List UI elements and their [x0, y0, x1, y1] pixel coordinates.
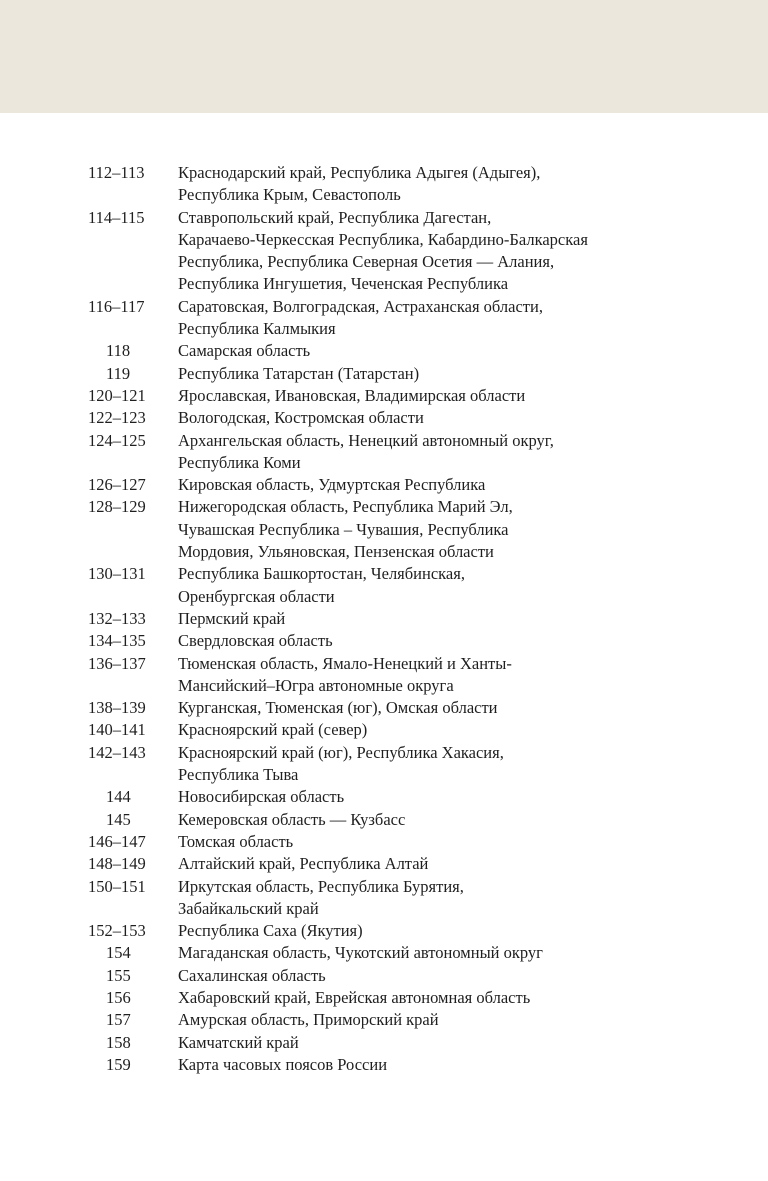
header-band: [0, 0, 768, 113]
page-range: 134–135: [88, 631, 146, 651]
toc-entry: [0, 987, 768, 1009]
region-title-line: Вологодская, Костромская области: [178, 408, 424, 428]
region-title: [178, 1009, 768, 1031]
region-title: [178, 608, 768, 630]
page-range: 112–113: [88, 163, 145, 182]
region-title: [178, 831, 768, 853]
region-title-line: Магаданская область, Чукотский автономный округ: [178, 943, 543, 963]
toc-entry: [0, 965, 768, 987]
region-title-line: Новосибирская область: [178, 787, 345, 807]
toc-entry: [0, 1032, 768, 1054]
region-title: [178, 719, 768, 741]
toc-entry: [0, 942, 768, 964]
region-title: [178, 987, 768, 1009]
page-range: 142–143: [88, 742, 146, 762]
region-title-line: Саратовская, Волгоградская, Астраханская области,: [178, 296, 543, 316]
page-range: 140–141: [88, 720, 146, 740]
toc-entry: [0, 363, 768, 385]
toc-entry: [0, 809, 768, 831]
region-title-line: Томская область: [178, 831, 294, 851]
region-title: [178, 853, 768, 875]
page-range: 152–153: [88, 921, 146, 941]
region-title-line: Хабаровский край, Еврейская автономная область: [178, 987, 531, 1007]
page-range: 148–149: [88, 854, 146, 874]
region-title: [178, 474, 768, 496]
page-range: 138–139: [88, 698, 146, 718]
toc-entry: [0, 162, 768, 207]
region-title-line: Ставропольский край, Республика Дагестан,: [178, 207, 492, 227]
region-title-line: Республика Ингушетия, Чеченская Республика: [178, 274, 509, 294]
region-title-line: Республика Саха (Якутия): [178, 921, 363, 941]
region-title: [178, 207, 768, 296]
page-range: 136–137: [88, 653, 146, 673]
region-title-line: Кировская область, Удмуртская Республика: [178, 475, 486, 495]
region-title-line: Кемеровская область — Кузбасс: [178, 809, 406, 829]
page-range: 132–133: [88, 608, 146, 628]
region-title-line: Мансийский–Югра автономные округа: [178, 675, 454, 695]
toc-entry: [0, 630, 768, 652]
region-title: [178, 920, 768, 942]
region-title: [178, 965, 768, 987]
page-range: 159: [106, 1054, 131, 1074]
region-title: [178, 942, 768, 964]
region-title-line: Нижегородская область, Республика Марий Эл,: [178, 497, 513, 517]
page-range: 146–147: [88, 831, 146, 851]
toc-entry: [0, 1009, 768, 1031]
page-range: 124–125: [88, 430, 146, 450]
region-title-line: Республика Татарстан (Татарстан): [178, 363, 420, 383]
toc-entry: [0, 742, 768, 787]
region-title-line: Карта часовых поясов России: [178, 1054, 388, 1074]
region-title-line: Республика Тыва: [178, 765, 299, 785]
region-title: [178, 876, 768, 921]
toc-entry: [0, 407, 768, 429]
page-range: 128–129: [88, 497, 146, 517]
region-title: [178, 742, 768, 787]
region-title: [178, 630, 768, 652]
toc-entry: [0, 653, 768, 698]
region-title-line: Чувашская Республика – Чувашия, Республика: [178, 519, 509, 539]
region-title: [178, 697, 768, 719]
toc-entry: [0, 920, 768, 942]
page-range: 120–121: [88, 385, 146, 405]
toc-entry: [0, 1054, 768, 1076]
table-of-contents: [0, 162, 768, 1076]
region-title: [178, 296, 768, 341]
page-range: 119: [106, 363, 131, 383]
region-title-line: Красноярский край (юг), Республика Хакасия,: [178, 742, 504, 762]
region-title-line: Карачаево-Черкесская Республика, Кабардино-Балкарская: [178, 229, 588, 249]
toc-entry: [0, 385, 768, 407]
toc-entry: [0, 563, 768, 608]
region-title: [178, 407, 768, 429]
page-range: 157: [106, 1010, 131, 1030]
region-title: [178, 340, 768, 362]
region-title: [178, 496, 768, 563]
page-range: 130–131: [88, 564, 146, 584]
toc-entry: [0, 719, 768, 741]
region-title-line: Мордовия, Ульяновская, Пензенская области: [178, 542, 494, 562]
region-title: [178, 385, 768, 407]
page-range: 158: [106, 1032, 131, 1052]
region-title-line: Сахалинская область: [178, 965, 326, 985]
region-title-line: Республика Коми: [178, 452, 301, 472]
toc-entry: [0, 430, 768, 475]
page-range: 154: [106, 943, 131, 963]
page-range: 150–151: [88, 876, 146, 896]
region-title: [178, 563, 768, 608]
toc-entry: [0, 786, 768, 808]
page-range: 145: [106, 809, 131, 829]
region-title: [178, 1032, 768, 1054]
page-range: 155: [106, 965, 131, 985]
region-title-line: Свердловская область: [178, 631, 333, 651]
region-title-line: Тюменская область, Ямало-Ненецкий и Ханты-: [178, 653, 512, 673]
toc-entry: [0, 207, 768, 296]
region-title-line: Республика Крым, Севастополь: [178, 185, 401, 205]
region-title-line: Самарская область: [178, 341, 311, 361]
page-range: 156: [106, 987, 131, 1007]
region-title: [178, 786, 768, 808]
region-title-line: Курганская, Тюменская (юг), Омская области: [178, 698, 498, 718]
region-title-line: Республика Калмыкия: [178, 319, 336, 339]
region-title: [178, 653, 768, 698]
region-title-line: Краснодарский край, Республика Адыгея (Адыгея),: [178, 163, 541, 182]
toc-entry: [0, 496, 768, 563]
region-title-line: Амурская область, Приморский край: [178, 1010, 439, 1030]
region-title-line: Забайкальский край: [178, 898, 319, 918]
region-title-line: Республика Башкортостан, Челябинская,: [178, 564, 465, 584]
toc-entry: [0, 340, 768, 362]
page-range: 118: [106, 341, 131, 361]
region-title-line: Иркутская область, Республика Бурятия,: [178, 876, 464, 896]
toc-entry: [0, 697, 768, 719]
page-range: 122–123: [88, 408, 146, 428]
region-title: [178, 162, 768, 207]
region-title-line: Архангельская область, Ненецкий автономный округ,: [178, 430, 554, 450]
region-title-line: Пермский край: [178, 608, 286, 628]
toc-entry: [0, 876, 768, 921]
toc-entry: [0, 296, 768, 341]
toc-entry: [0, 853, 768, 875]
region-title: [178, 363, 768, 385]
page-range: 114–115: [88, 207, 145, 227]
region-title-line: Республика, Республика Северная Осетия — Алания,: [178, 252, 555, 272]
toc-entry: [0, 608, 768, 630]
page-range: 116–117: [88, 296, 145, 316]
region-title-line: Алтайский край, Республика Алтай: [178, 854, 429, 874]
region-title: [178, 809, 768, 831]
region-title-line: Камчатский край: [178, 1032, 299, 1052]
region-title: [178, 430, 768, 475]
page-range: 126–127: [88, 475, 146, 495]
page-range: 144: [106, 787, 131, 807]
region-title: [178, 1054, 768, 1076]
toc-entry: [0, 474, 768, 496]
region-title-line: Красноярский край (север): [178, 720, 368, 740]
toc-entry: [0, 831, 768, 853]
region-title-line: Оренбургская области: [178, 586, 335, 606]
region-title-line: Ярославская, Ивановская, Владимирская области: [178, 385, 526, 405]
